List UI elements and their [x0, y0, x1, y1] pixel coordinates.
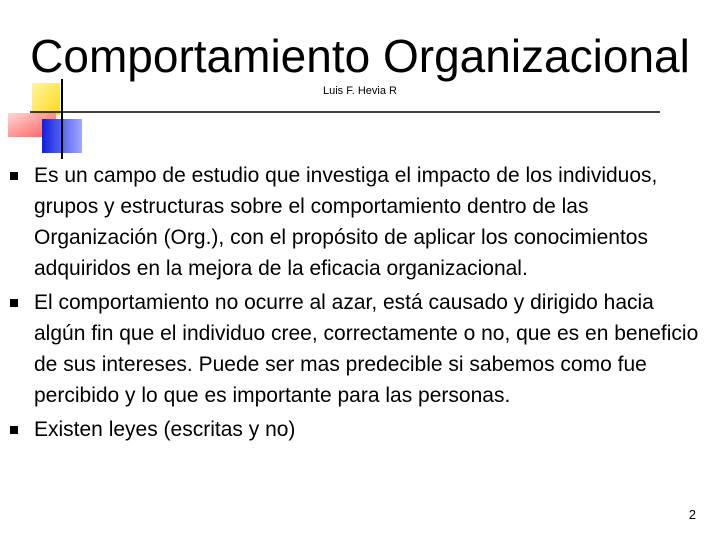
bullet-text: Existen leyes (escritas y no)	[34, 418, 296, 441]
bullet-text: Es un campo de estudio que investiga el impacto de los individuos, grupos y estructuras sobre el comportamiento dentro de las Organización (Org.), con el propósito de aplicar los conocimientos adquiridos en la mejora de la eficacia organizacional.	[34, 164, 658, 280]
bullet-item	[10, 414, 700, 445]
square-bullet-icon	[10, 426, 18, 434]
square-bullet-icon	[10, 299, 18, 307]
bullet-item	[10, 287, 700, 411]
bullet-item	[10, 160, 700, 284]
bullet-text: El comportamiento no ocurre al azar, está causado y dirigido hacia algún fin que el individuo cree, correctamente o no, que es en beneficio de sus intereses. Puede ser mas predecible si sabemos como fue percibido y lo que es importante para las personas.	[34, 291, 699, 407]
bullet-list	[10, 160, 700, 448]
page-number: 2	[688, 507, 696, 522]
slide-subtitle: Luis F. Hevia R	[323, 85, 397, 97]
slide-title: Comportamiento Organizacional	[30, 30, 690, 82]
square-bullet-icon	[10, 172, 18, 180]
title-underline	[120, 111, 660, 113]
